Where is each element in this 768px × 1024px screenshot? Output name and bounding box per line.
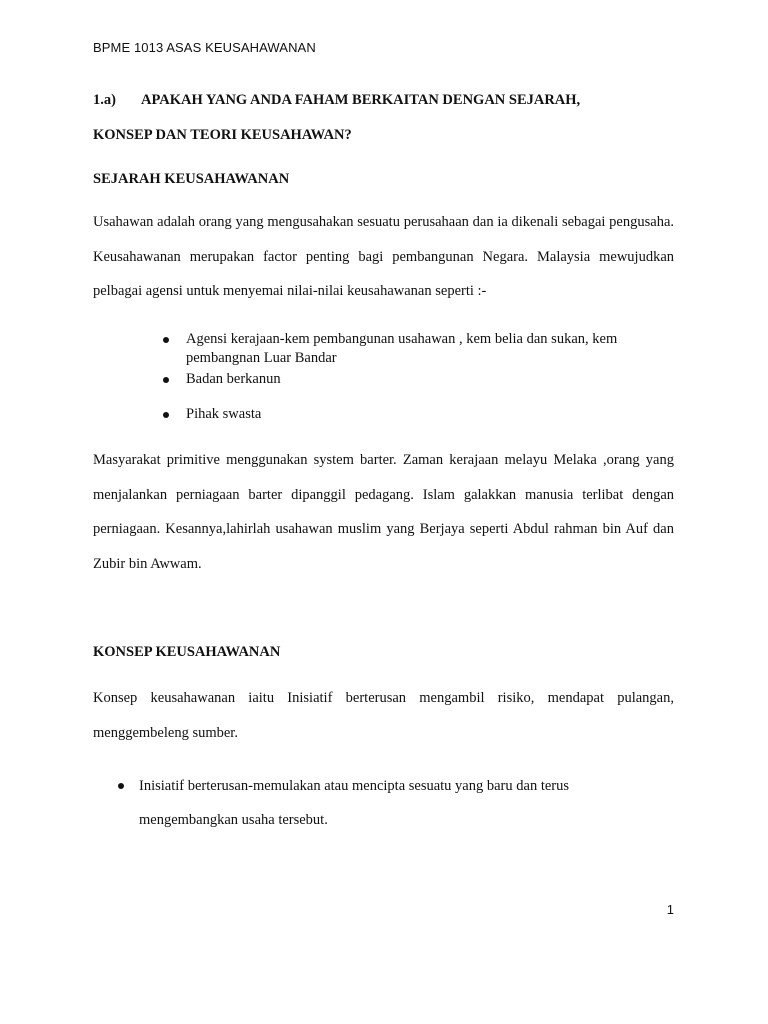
list-item: Agensi kerajaan-kem pembangunan usahawan , kem belia dan sukan, kem pembangnan Luar Bandar <box>186 330 656 368</box>
page-number: 1 <box>666 902 674 917</box>
paragraph-sejarah-intro: Usahawan adalah orang yang mengusahakan sesuatu perusahaan dan ia dikenali sebagai pengusaha. Keusahawanan merupakan factor penting bagi pembangunan Negara. Malaysia mewujudkan pelbagai agensi untuk menyemai nilai-nilai keusahawanan seperti :- <box>93 214 674 299</box>
question-text-1: APAKAH YANG ANDA FAHAM BERKAITAN DENGAN SEJARAH, <box>141 92 581 108</box>
section-heading-konsep: KONSEP KEUSAHAWANAN <box>93 644 281 660</box>
running-header: BPME 1013 ASAS KEUSAHAWANAN <box>93 40 316 55</box>
question-line-2: KONSEP DAN TEORI KEUSAHAWAN? <box>93 127 352 143</box>
paragraph-sejarah-history: Masyarakat primitive menggunakan system barter. Zaman kerajaan melayu Melaka ,orang yang menjalankan perniagaan barter dipanggil pedagang. Islam galakkan manusia terlibat dengan perniagaan. Kesannya,lahirlah usahawan muslim yang Berjaya seperti Abdul rahman bin Auf dan Zubir bin Awwam. <box>93 452 674 572</box>
bullet-dot-icon <box>163 412 169 418</box>
bullet-dot-icon <box>163 337 169 343</box>
list-item: Pihak swasta <box>186 405 656 424</box>
bullet-dot-icon <box>163 377 169 383</box>
list-item: Badan berkanun <box>186 370 656 389</box>
list-item: Inisiatif berterusan-memulakan atau mencipta sesuatu yang baru dan terus mengembangkan usaha tersebut. <box>139 769 609 837</box>
bullet-dot-icon <box>118 783 124 789</box>
question-number: 1.a) <box>93 92 116 108</box>
paragraph-konsep: Konsep keusahawanan iaitu Inisiatif berterusan mengambil risiko, mendapat pulangan, menggembeleng sumber. <box>93 690 674 741</box>
section-heading-sejarah: SEJARAH KEUSAHAWANAN <box>93 171 290 187</box>
